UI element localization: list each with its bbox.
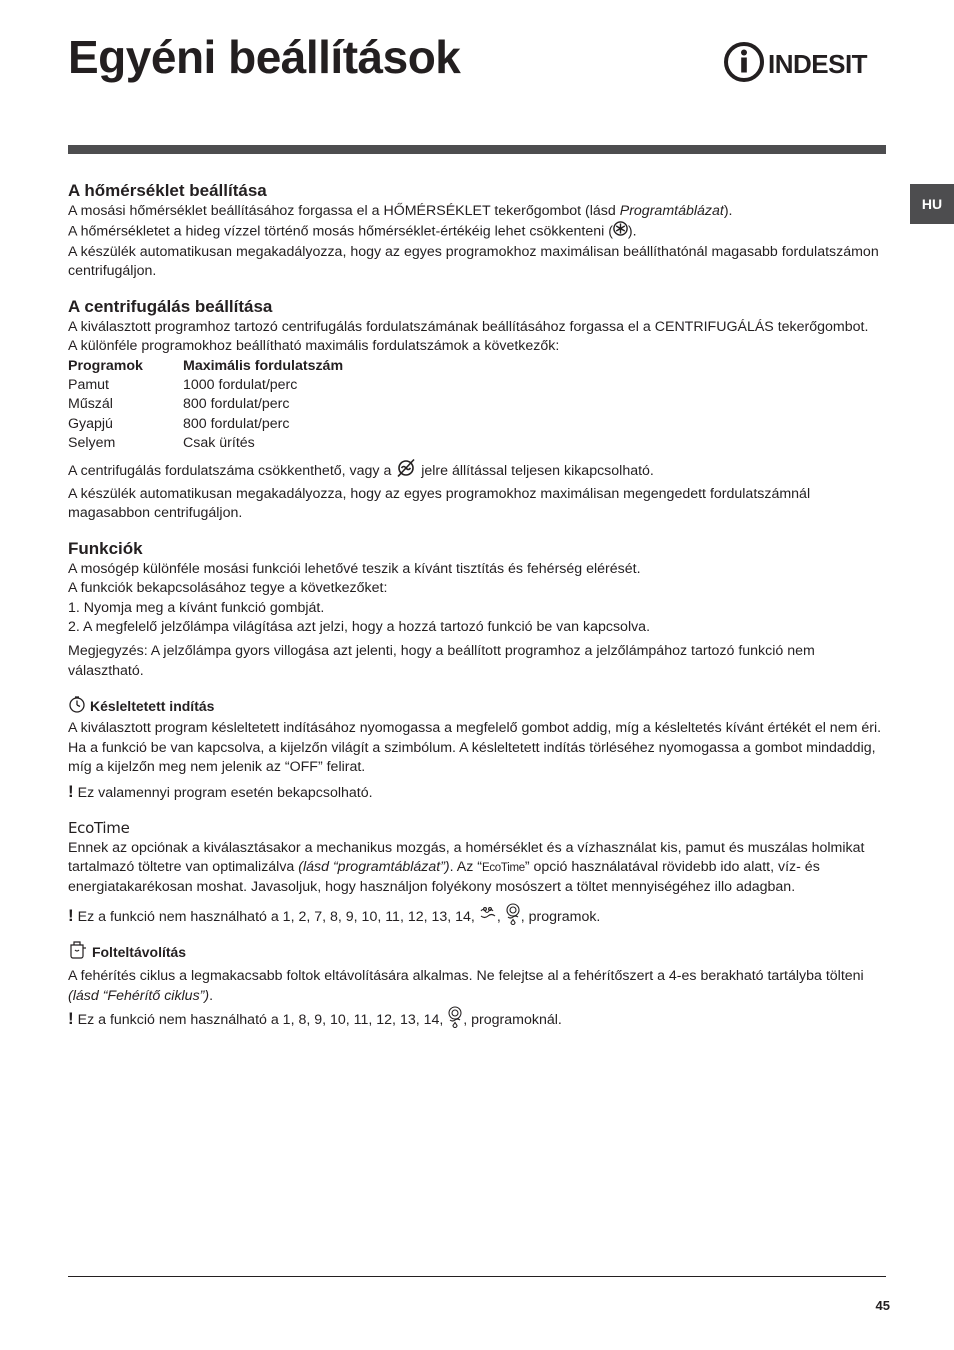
table-cell-speed: Csak ürítés — [183, 434, 255, 451]
ecotime-note: ! Ez a funkció nem használható a 1, 2, 7, 8, 9, 10, 11, 12, 13, 14, , , programok. — [68, 903, 886, 931]
spin-speed-table — [68, 357, 343, 453]
stain-program-icon — [505, 903, 521, 931]
functions-line-2: A funkciók bekapcsolásához tegye a következőket: — [68, 580, 388, 597]
ecotime-heading: EcoTime — [68, 819, 130, 838]
content — [68, 180, 886, 1034]
no-spin-icon — [395, 458, 417, 484]
footer-rule — [68, 1276, 886, 1277]
temperature-line-1: A mosási hőmérséklet beállításához forgassa el a HŐMÉRSÉKLET tekerőgombot (lásd Programtáblázat). — [68, 203, 733, 219]
spin-line-1: A kiválasztott programhoz tartozó centrifugálás fordulatszámának beállításához forgassa el a CENTRIFUGÁLÁS tekerőgombot. — [68, 319, 869, 336]
table-row — [68, 376, 343, 395]
table-cell-program: Műszál — [68, 396, 113, 413]
warning-mark: ! — [68, 1008, 74, 1028]
brand-logo — [724, 40, 886, 84]
delay-timer-icon — [68, 695, 86, 719]
page-title: Egyéni beállítások — [68, 31, 461, 83]
warning-mark: ! — [68, 905, 74, 925]
delay-text: A kiválasztott program késleltetett indításához nyomogassa a megfelelő gombot addig, míg a késleltetés kívánt értékét el nem éri. Ha a funkció be van kapcsolva, a kijelzőn világít a szimbólum. A késleltetett indítás törléséhez nyomogassa a gombot mindaddig, míg a kijelzőn meg nem jelenik az “OFF” felirat. — [68, 720, 882, 775]
stain-heading-row — [68, 939, 886, 967]
temperature-section — [68, 180, 886, 281]
table-header-max-speed: Maximális fordulatszám — [183, 357, 344, 374]
temperature-heading: A hőmérséklet beállítása — [68, 181, 267, 200]
spin-line-3: A centrifugálás fordulatszáma csökkenthető, vagy a jelre állítással teljesen kikapcsolható. — [68, 458, 886, 484]
stain-program-icon — [447, 1006, 463, 1034]
delay-note: ! Ez valamennyi program esetén bekapcsolható. — [68, 782, 373, 802]
table-cell-speed: 800 fordulat/perc — [183, 396, 290, 413]
title-rule — [68, 145, 886, 154]
wool-program-icon — [479, 906, 497, 928]
table-row — [68, 415, 343, 434]
functions-line-1: A mosógép különféle mosási funkciói lehetővé teszik a kívánt tisztítás és fehérség elérését. — [68, 561, 641, 578]
table-header-programs: Programok — [68, 357, 143, 374]
snowflake-icon — [613, 221, 628, 242]
functions-step-1: 1. Nyomja meg a kívánt funkció gombját. — [68, 599, 325, 616]
table-cell-program: Selyem — [68, 434, 116, 451]
table-cell-program: Pamut — [68, 377, 110, 394]
delay-section — [68, 695, 886, 803]
temperature-line-2: A hőmérsékletet a hideg vízzel történő mosás hőmérséklet-értékéig lehet csökkenteni ( ). — [68, 221, 886, 242]
table-cell-speed: 800 fordulat/perc — [183, 415, 290, 432]
table-header-row — [68, 357, 343, 376]
stain-removal-icon — [68, 939, 88, 967]
stain-section — [68, 939, 886, 1034]
table-cell-speed: 1000 fordulat/perc — [183, 377, 298, 394]
table-cell-program: Gyapjú — [68, 415, 113, 432]
spin-heading: A centrifugálás beállítása — [68, 297, 273, 317]
language-tab: HU — [910, 184, 954, 224]
functions-step-2: 2. A megfelelő jelzőlámpa világítása azt jelzi, hogy a hozzá tartozó funkció be van kapcsolva. — [68, 619, 651, 636]
table-row — [68, 395, 343, 414]
table-row — [68, 434, 343, 453]
spin-line-4: A készülék automatikusan megakadályozza, hogy az egyes programokhoz maximálisan megengedett fordulatszámnál magasabbon centrifugáljon. — [68, 485, 811, 521]
functions-note: Megjegyzés: A jelzőlámpa gyors villogása azt jelenti, hogy a beállított programhoz a jelzőlámpához tartozó funkció nem választható. — [68, 643, 815, 679]
delay-heading: Késleltetett indítás — [89, 697, 215, 714]
stain-heading: Folteltávolítás — [91, 943, 187, 960]
delay-heading-row — [68, 695, 886, 719]
stain-note: ! Ez a funkció nem használható a 1, 8, 9, 10, 11, 12, 13, 14, , programoknál. — [68, 1006, 886, 1034]
brand-wordmark: INDESIT — [768, 49, 868, 79]
stain-text: A fehérítés ciklus a legmakacsabb foltok eltávolítására alkalmas. Ne felejtse al a fehérítőszert a 4-es berakható tartályba tölteni (lásd “Fehérítő ciklus”). — [68, 968, 864, 1004]
temperature-line-3: A készülék automatikusan megakadályozza, hogy az egyes programokhoz maximálisan beállíthatónál magasabb fordulatszámon centrifugáljon. — [68, 243, 879, 279]
functions-heading: Funkciók — [68, 539, 143, 559]
warning-mark: ! — [68, 782, 74, 802]
spin-section — [68, 296, 886, 523]
page-number: 45 — [875, 1298, 890, 1313]
ecotime-text: Ennek az opciónak a kiválasztásakor a mechanikus mozgás, a homérséklet és a vízhasználat kis, pamut és muszálas holmikat tartalmazó töltetre van optimalizálva (lásd “programtáblázat”). Az “EcoTime” opció használatával rövidebb ido alatt, víz- és energiatakarékosan moshat. Javasoljuk, hogy használjon folyékony mosószert a töltet mennyiségéhez illo adagban. — [68, 839, 865, 896]
functions-section — [68, 538, 886, 681]
spin-line-2: A különféle programokhoz beállítható maximális fordulatszámok a következők: — [68, 338, 560, 355]
ecotime-section — [68, 819, 886, 930]
